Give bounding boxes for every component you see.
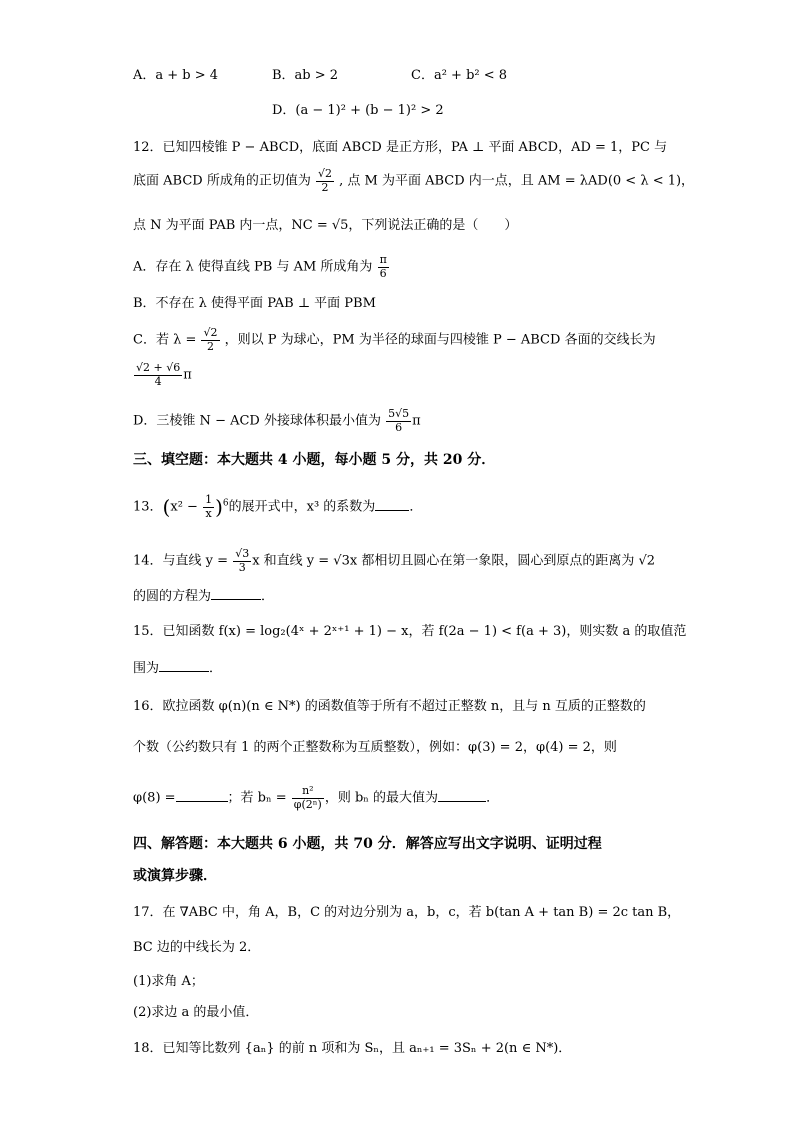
q16-line2: 个数（公约数只有 1 的两个正整数称为互质整数），例如：φ(3) = 2，φ(4) = 2，则 <box>133 740 617 755</box>
q15-line1: 15．已知函数 f(x) = log₂(4ˣ + 2ˣ⁺¹ + 1) − x，若 f(2a − 1) < f(a + 3)，则实数 a 的取值范 <box>133 624 687 639</box>
q12-option-c-line2: $\frac{√2 + √6}{4}$ π <box>136 361 192 388</box>
q15-answer-blank[interactable] <box>159 670 209 672</box>
section-answer-heading-line2: 或演算步骤． <box>133 868 217 884</box>
q16-answer-blank-1[interactable] <box>176 800 228 802</box>
q12-tan-fraction: $\frac{√2}{2}$ <box>317 167 332 194</box>
q12-option-d-fraction: $\frac{5√5}{6}$ <box>388 407 410 434</box>
q16-line1: 16．欧拉函数 φ(n)(n ∈ N*) 的函数值等于所有不超过正整数 n，且与 n 互质的正整数的 <box>133 699 646 714</box>
q12-option-c: C．若 λ = $\frac{√2}{2}$ ，则以 P 为球心，PM 为半径的球面与四棱锥 P − ABCD 各面的交线长为 <box>133 326 656 353</box>
q15-line2: 围为 ． <box>133 661 223 676</box>
q12-stem-line2-text: 底面 ABCD 所成角的正切值为 <box>133 173 311 189</box>
q17-sub1: (1)求角 A； <box>133 974 204 989</box>
q14-line2: 的圆的方程为 ． <box>133 589 275 604</box>
q16-line3: φ(8) = ；若 bₙ = $\frac{\text{n²}}{\text{φ(2ⁿ)}}$ ，则 bₙ 的最大值为 ． <box>133 784 500 811</box>
q11-option-b: B．ab > 2 <box>272 68 339 83</box>
q14-line1: 14．与直线 y = $\frac{√3}{3}$ x 和直线 y = √3x 都相切且圆心在第一象限，圆心到原点的距离为 √2 <box>133 547 656 574</box>
q11-option-c: C．a² + b² < 8 <box>411 68 508 83</box>
q13-answer-blank[interactable] <box>375 509 409 511</box>
q12-stem-line1: 12．已知四棱锥 P − ABCD，底面 ABCD 是正方形，PA ⊥ 平面 ABCD，AD = 1，PC 与 <box>133 140 668 155</box>
q12-stem-line3: 点 N 为平面 PAB 内一点，NC = √5，下列说法正确的是（ ） <box>133 218 518 233</box>
section-fill-in-heading: 三、填空题：本大题共 4 小题，每小题 5 分，共 20 分． <box>133 452 496 468</box>
q12-stem-line2 <box>133 168 694 194</box>
q12-stem-line2-tail: , 点 M 为平面 ABCD 内一点，且 AM = λAD(0 < λ < 1)， <box>339 173 695 189</box>
q17-line1: 17．在 ∇ABC 中，角 A，B，C 的对边分别为 a，b，c，若 b(tan A + tan B) = 2c tan B， <box>133 905 681 920</box>
q12-option-c-fraction: $\frac{√2}{2}$ <box>203 326 218 353</box>
q12-option-a: A．存在 λ 使得直线 PB 与 AM 所成角为 $\frac{\pi}{6}$ <box>133 253 387 280</box>
q12-option-d: D．三棱锥 N − ACD 外接球体积最小值为 $\frac{5√5}{6}$ π <box>133 407 421 434</box>
q17-sub2: (2)求边 a 的最小值． <box>133 1005 259 1020</box>
q14-answer-blank[interactable] <box>211 598 261 600</box>
q11-option-d: D．(a − 1)² + (b − 1)² > 2 <box>272 103 444 118</box>
q11-option-a: A．a + b > 4 <box>133 68 219 83</box>
q12-option-c-length-fraction: $\frac{√2 + √6}{4}$ <box>136 361 181 388</box>
q12-option-b: B．不存在 λ 使得平面 PAB ⊥ 平面 PBM <box>133 296 376 311</box>
section-answer-heading-line1: 四、解答题：本大题共 6 小题，共 70 分．解答应写出文字说明、证明过程 <box>133 836 602 852</box>
q12-option-a-fraction: $\frac{\pi}{6}$ <box>379 253 387 280</box>
q16-answer-blank-2[interactable] <box>438 800 486 802</box>
q16-fraction: $\frac{\text{n²}}{\text{φ(2ⁿ)}}$ <box>293 784 322 811</box>
q18-line1: 18．已知等比数列 {aₙ} 的前 n 项和为 Sₙ，且 aₙ₊₁ = 3Sₙ + 2(n ∈ N*)． <box>133 1041 572 1056</box>
q13-line: 13．(x² − $\frac{1}{x}$ )$^6$的展开式中，x³ 的系数为 ． <box>133 493 423 520</box>
q13-fraction: $\frac{1}{x}$ <box>205 493 213 520</box>
q17-line2: BC 边的中线长为 2． <box>133 940 261 955</box>
q14-fraction: $\frac{√3}{3}$ <box>235 547 250 574</box>
